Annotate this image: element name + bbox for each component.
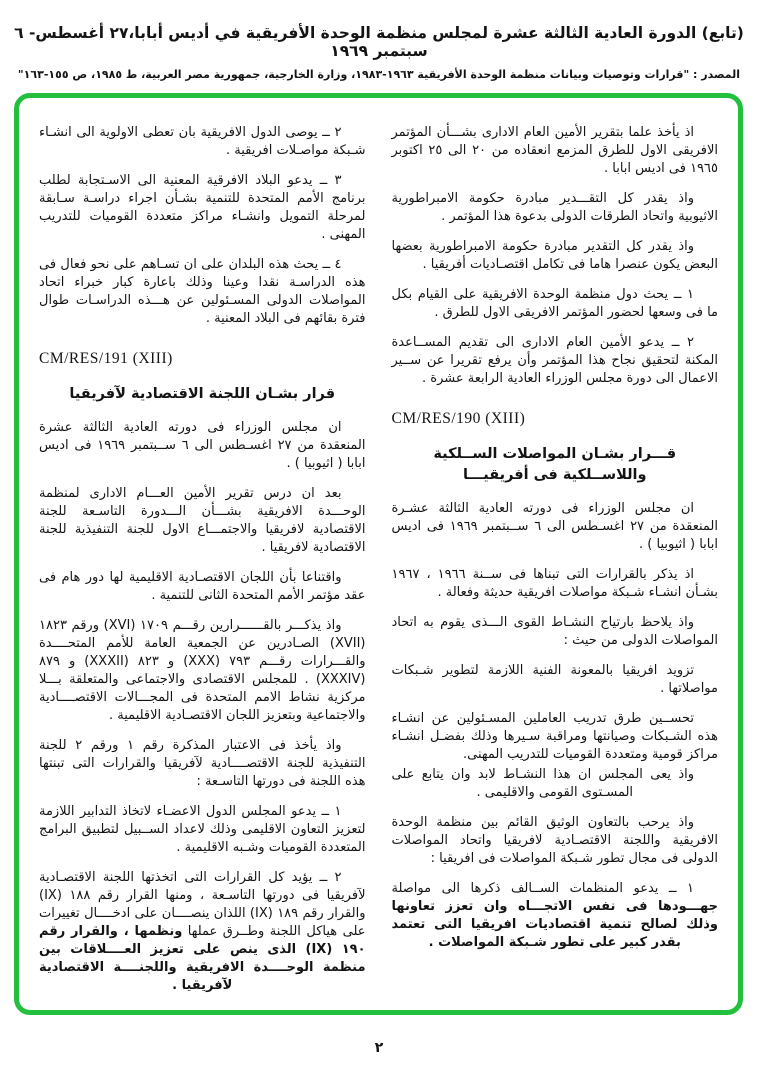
paragraph-council-session-eca: ان مجلس الوزراء فى دورته العادية الثالثة عشرة المنعقدة من ٢٧ اغسـطس الى ٦ ســبتمبر ١٩٦٩ فى اديس ابابا ( اثيوبيا ) . [39, 420, 366, 471]
paragraph-item-3-invites-countries: ٣ ــ يدعو البلاد الافرقية المعنية الى الاسـتجابة لطلب برنامج الأمم المتحدة للتنمية بشـأن اجراء دراسـة سـابقة لمرحلة التمويل وانشـاء مراكز متعددة القوميات للتدريب المهنى . [39, 173, 366, 242]
document-header [0, 24, 758, 81]
resolution-heading-telecommunications [392, 444, 719, 486]
resolution-heading-line-1: قـــرار بشـان المواصلات الســلكية [433, 446, 677, 462]
resolution-number-cm-res-190: CM/RES/190 (XIII) [391, 410, 526, 427]
paragraph-welcoming-cooperation: واذ يرحب بالتعاون الوثيق القائم بين منظمة الوحدة الافريقية واللجنة الاقتصـادية لافريقيا واتحاد المواصلات الدولى فى مجال تطور شـبكة المواصلات فى افريقيا : [391, 815, 718, 866]
paragraph-recalling-ga-resolutions: واذ يذكـــر بالقــــــرارين رقـــم ١٧٠٩ (XVI) ورقم ١٨٢٣ (XVII) الصـادرين عن الجمعية العامة للأمم المتحــــدة والقـــرارات رقـــم ٧٩٣ (XXX) و ٨٢٣ (XXXII) و ٨٧٩ (XXXIV) . للمجلس الاقتصادى والاجتماعى والمتعلقة بـــلا مركزية نشاط الامم المتحدة فى المجـــالات الاقتصــــادية والاجتماعية وبتعزيز اللجان الاقتصـادية الاقليمية . [39, 618, 366, 723]
left-column [39, 124, 366, 994]
paragraph-item-2-recommends-priority: ٢ ــ يوصى الدول الافريقية بان تعطى الاولوية الى انشـاء شـبكة مواصـلات افريقية . [39, 125, 366, 158]
paragraph-appreciation-ethiopia: واذ يقدر كل التقـــدير مبادرة حكومة الامبراطورية الاثيوبية واتحاد الطرقات الدولى بدعوة هذا المؤتمر . [391, 191, 718, 224]
document-header-title: (تابع) الدورة العادية الثالثة عشرة لمجلس منظمة الوحدة الأفريقية في أديس أبابا،٢٧ أغسطس- ٦ سبتمبر ١٩٦٩ [14, 24, 744, 60]
page-number: ٢ [374, 1040, 384, 1056]
paragraph-item-4-urges-contribution: ٤ ــ يحث هذه البلدان على ان تسـاهم على نحو فعال فى هذه الدراسـة نقدا وعينا وذلك باعارة كبار خبراء اتحاد المواصلات الدولى المسـئولين عن هـــذه الدراسـات طوال فترة بقائهم فى البلاد المعنية . [39, 257, 366, 326]
resolution-heading-economic-commission: قرار بشـان اللجنة الاقتصادية لآفريقيا [69, 386, 336, 402]
right-column [392, 124, 719, 994]
paragraph-item-1-invites-member-states: ١ ــ يدعو المجلس الدول الاعضـاء لاتخاذ التدابير اللازمة لتعزيز التعاون الاقليمى وذلك لاعداد الســبيل لتطبيق البرامج المتعددة القوميات وشـبه الاقليمية . [39, 804, 366, 855]
content-frame [14, 93, 743, 1015]
paragraph-item-2-endorses-resolutions [39, 869, 366, 995]
resolution-number-cm-res-191: CM/RES/191 (XIII) [39, 350, 173, 367]
paragraph-item-2-invites-secretary: ٢ ــ يدعو الأمين العام الادارى الى تقديم المســاعدة المكنة لتحقيق نجاح هذا المؤتمر وأن يرفع تقريرا عن ســير الاعمال الى دورة مجلس الوزراء العادية الرابعة عشرة . [391, 335, 718, 386]
paragraph-recalling-resolutions: اذ يذكر بالقرارات التى تبناها فى ســنة ١٩٦٦ ، ١٩٦٧ بشـأن انشـاء شـبكة مواصلات افريقية حديثة وفعالة . [391, 567, 718, 600]
paragraph-taking-into-account-memos: واذ يأخذ فى الاعتبار المذكرة رقم ١ ورقم ٢ للجنة التنفيذية للجنة الاقتصــــادية لآفريقيا والقرارات التى تبنتها هذه اللجنة فى دورتها التاسـعة : [39, 738, 366, 789]
paragraph-training-improvement: تحســين طرق تدريب العاملين المسـئولين عن انشـاء هذه الشـبكات وصيانتها ومراقبة سـيرها وذلك بفضـل انشـاء مراكز قومية ومتعددة القوميات للتدريب المهنى. [391, 711, 718, 762]
paragraph-studied-report: بعد ان درس تقرير الأمين العـــام الادارى لمنظمة الوحـــدة الافريقية بشـــأن الـــدورة التاسـعة للجنة الاقتصادية لافريقيا والاجتمـــاع الاول للجنة التنفيذية للجنة الاقتصادية لافريقيا . [39, 486, 366, 555]
paragraph-report-road-conference: اذ يأخذ علما بتقرير الأمين العام الادارى بشـــأن المؤتمر الافريقى الاول للطرق المزمع انعقاده من ٢٠ الى ٢٥ اكتوبر ١٩٦٥ فى اديس ابابا . [391, 125, 718, 176]
resolution-heading-line-2: واللاســلكية فى أفريقيـــا [462, 467, 647, 483]
document-source-line: المصدر : "قرارات وتوصيات وبيانات منظمة الوحدة الأفريقية ١٩٦٣-١٩٨٣، وزارة الخارجية، جمهورية مصر العربية، ط ١٩٨٥، ص ١٥٥-١٦٣" [17, 68, 741, 81]
paragraph-bold-text: جهـــودها فى نفس الاتجـــاه وان تعزز تعاونها وذلك لصالح تنمية اقتصاديات افريقيا التى تعتمد بقدر كبير على تطور شـبكة المواصلات . [391, 899, 718, 950]
paragraph-technical-assistance: تزويد افريقيا بالمعونة الفنية اللازمة لتطوير شـبكات مواصلاتها . [391, 663, 718, 696]
paragraph-lead-text: ١ ــ يدعو المنظمات الســالف ذكرها الى مواصلة [391, 881, 694, 896]
paragraph-bold-text: ونظمها ، والقرار رقم ١٩٠ (IX) الذى ينص على تعزيز العــــلاقات بين منظمة الوحــــدة الافريقية واللجنــــة الاقتصادية لآفريقيا . [39, 924, 366, 993]
two-column-layout [39, 124, 718, 994]
paragraph-national-regional-level: واذ يعى المجلس ان هذا النشـاط لابد وان يتابع على المسـتوى القومى والاقليمى . [391, 767, 694, 800]
paragraph-lead-text: ٢ ــ يؤيد كل القرارات التى اتخذتها اللجنة الاقتصـادية لآفريقيا فى دورتها التاسـعة ، ومنها القرار رقم ١٨٨ (IX) والقرار رقم ١٨٩ (IX) اللذان ينصــــان على ادخــــال تغييرات على هياكل اللجنة وطــرق عملها [39, 870, 366, 939]
paragraph-appreciation-integration: واذ يقدر كل التقدير مبادرة حكومة الامبراطورية بعضها البعض يكون عنصرا هاما فى تكامل اقتصـاديات أفريقيا . [391, 239, 718, 272]
paragraph-convinced-regional-commissions: واقتناعا بأن اللجان الاقتصـادية الاقليمية لها دور هام فى عقد مؤتمر الأمم المتحدة الثانى للتنمية . [39, 570, 366, 603]
paragraph-item-1-invites-organizations [392, 880, 719, 952]
paragraph-council-session: ان مجلس الوزراء فى دورته العادية الثالثة عشـرة المنعقدة من ٢٧ اغسـطس الى ٦ ســبتمبر ١٩٦٩ فى اديس ابابا ( اثيوبيا ) . [391, 501, 718, 552]
paragraph-noting-itu-activity: واذ يلاحظ بارتياح النشـاط القوى الـــذى يقوم به اتحاد المواصلات الدولى من حيث : [391, 615, 718, 648]
paragraph-item-1-urges-states: ١ ــ يحث دول منظمة الوحدة الافريقية على القيام بكل ما فى وسعها لحضور المؤتمر الافريقى الاول للطرق . [391, 287, 718, 320]
